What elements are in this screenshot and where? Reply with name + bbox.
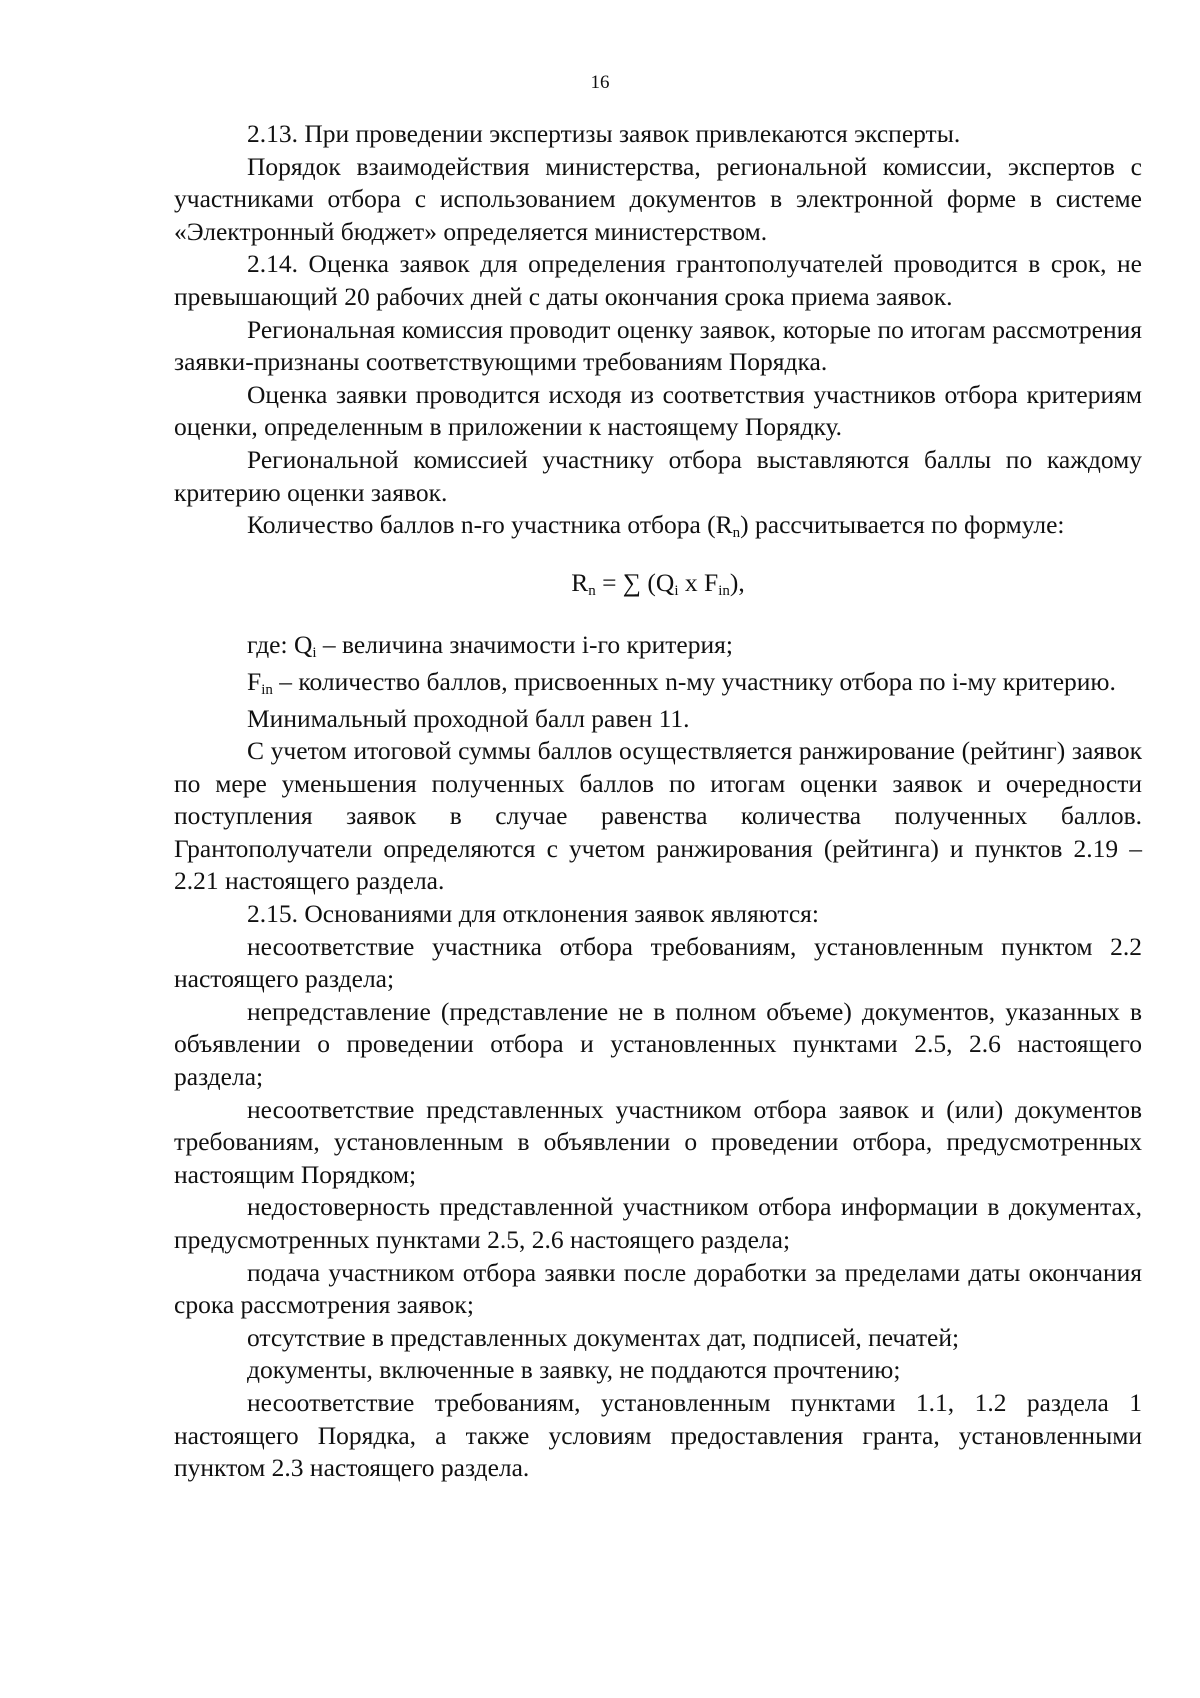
paragraph-reason-missing-documents: непредставление (представление не в полном объеме) документов, указанных в объявлении о проведении отбора и установленных пунктами 2.5, 2.6 настоящего раздела;: [174, 996, 1142, 1092]
paragraph-where-q: [174, 629, 1142, 666]
formula-times-f: x F: [678, 567, 719, 597]
paragraph-ranking: С учетом итоговой суммы баллов осуществляется ранжирование (рейтинг) заявок по мере уменьшения полученных баллов по итогам оценки заявок и очередности поступления заявок в случае равенства количества полученных баллов. Грантополучатели определяются с учетом ранжирования (рейтинга) и пунктов 2.19 – 2.21 настоящего раздела.: [174, 736, 1142, 896]
formula-r-subscript: n: [588, 582, 596, 599]
document-body: [174, 118, 1142, 1485]
paragraph-reason-late-submission: подача участником отбора заявки после доработки за пределами даты окончания срока рассмотрения заявок;: [174, 1257, 1142, 1320]
paragraph-reason-requirements: несоответствие требованиям, установленным пунктами 1.1, 1.2 раздела 1 настоящего Порядка, а также условиям предоставления гранта, установленными пунктом 2.3 настоящего раздела.: [174, 1387, 1142, 1483]
paragraph-points-count: [174, 509, 1142, 546]
paragraph-2-13: 2.13. При проведении экспертизы заявок привлекаются эксперты.: [247, 119, 961, 148]
points-count-text-start: Количество баллов n-го участника отбора (R: [247, 510, 733, 540]
points-count-subscript: n: [732, 525, 741, 542]
where-q-text-start: где: Q: [247, 630, 313, 660]
where-f-text-start: F: [247, 666, 262, 696]
paragraph-2-14: 2.14. Оценка заявок для определения грантополучателей проводится в срок, не превышающий 20 рабочих дней с даты окончания срока приема заявок.: [174, 249, 1142, 311]
formula-end: ),: [729, 567, 745, 597]
paragraph-points-assigned: Региональной комиссией участнику отбора выставляются баллы по каждому критерию оценки заявок.: [174, 444, 1142, 507]
where-f-text-end: – количество баллов, присвоенных n-му участнику отбора по i-му критерию.: [272, 666, 1116, 696]
formula-sum: = ∑ (Q: [595, 567, 675, 597]
paragraph-evaluation-basis: Оценка заявки проводится исходя из соответствия участников отбора критериям оценки, определенным в приложении к настоящему Порядку.: [174, 379, 1142, 442]
paragraph-reason-participant-mismatch: несоответствие участника отбора требованиям, установленным пунктом 2.2 настоящего раздела;: [174, 931, 1142, 994]
paragraph-reason-false-information: недостоверность представленной участником отбора информации в документах, предусмотренных пунктами 2.5, 2.6 настоящего раздела;: [174, 1192, 1142, 1254]
paragraph-reason-missing-signatures: отсутствие в представленных документах дат, подписей, печатей;: [247, 1322, 960, 1352]
paragraph-reason-unreadable: документы, включенные в заявку, не поддаются прочтению;: [247, 1355, 901, 1385]
where-q-text-end: – величина значимости i-го критерия;: [316, 630, 733, 660]
paragraph-regional-commission: Региональная комиссия проводит оценку заявок, которые по итогам рассмотрения заявки-признаны соответствующими требованиям Порядка.: [174, 314, 1142, 377]
paragraph-where-f: [174, 666, 1142, 703]
where-q-subscript: i: [312, 645, 317, 662]
paragraph-2-15: 2.15. Основаниями для отклонения заявок являются:: [247, 899, 819, 929]
formula: [174, 546, 1142, 630]
paragraph-reason-documents-mismatch: несоответствие представленных участником отбора заявок и (или) документов требованиям, установленным в объявлении о проведении отбора, предусмотренных настоящим Порядком;: [174, 1094, 1142, 1189]
points-count-text-end: ) рассчитывается по формуле:: [740, 510, 1065, 540]
paragraph-interaction-procedure: Порядок взаимодействия министерства, региональной комиссии, экспертов с участниками отбора с использованием документов в электронной форме в системе «Электронный бюджет» определяется министерством.: [174, 151, 1142, 246]
formula-r: R: [571, 567, 589, 597]
formula-f-subscript: in: [718, 582, 730, 599]
paragraph-min-score: Минимальный проходной балл равен 11.: [247, 703, 690, 733]
page-number: 16: [590, 72, 610, 93]
formula-q-subscript: i: [674, 582, 679, 599]
where-f-subscript: in: [261, 681, 273, 698]
